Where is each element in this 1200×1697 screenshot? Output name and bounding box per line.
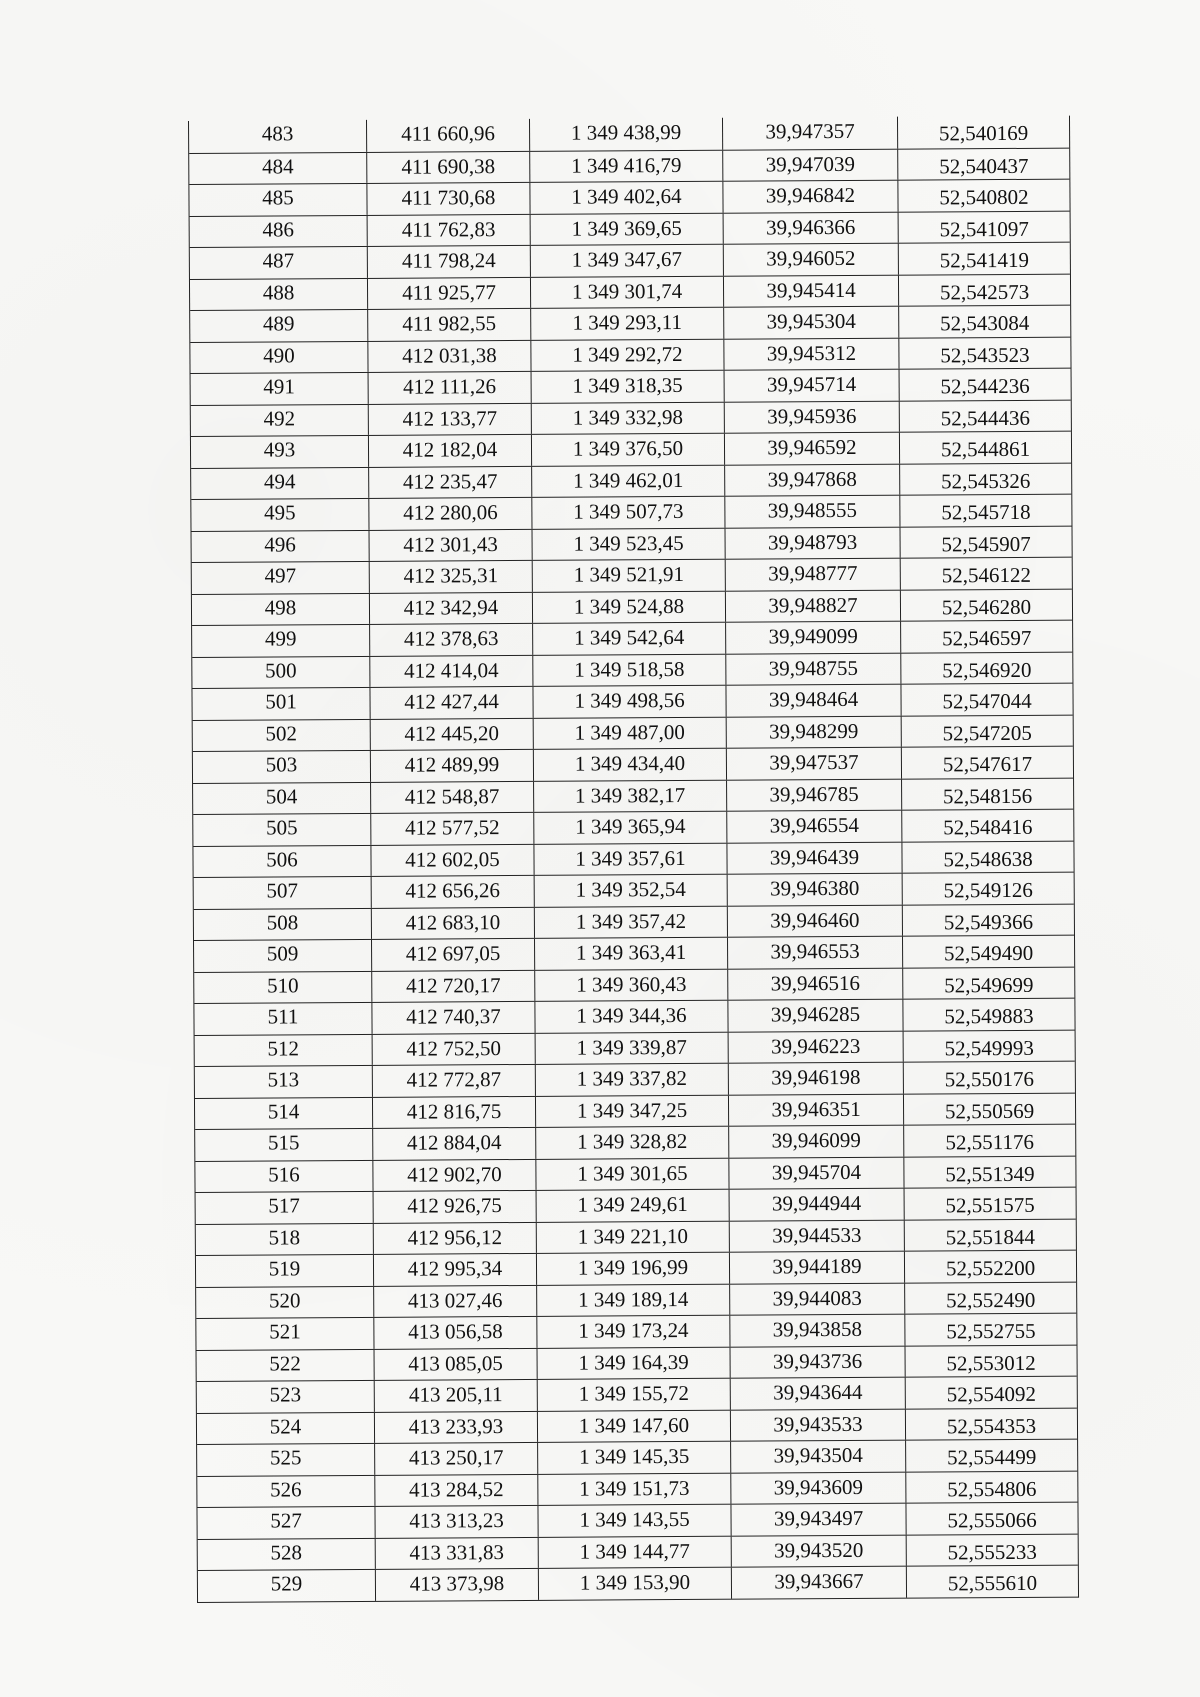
x-coordinate-cell: 412 577,52 — [370, 813, 533, 844]
point-number-cell: 527 — [270, 1508, 302, 1533]
table-row — [190, 210, 1070, 247]
latitude-cell: 39,946285 — [727, 1000, 902, 1032]
longitude-cell: 52,553012 — [904, 1345, 1076, 1377]
y-coordinate-cell: 1 349 462,01 — [531, 465, 724, 497]
latitude-cell: 39,944533 — [729, 1220, 904, 1252]
longitude-cell: 52,550569 — [903, 1093, 1075, 1125]
x-coordinate-cell: 412 548,87 — [370, 781, 533, 812]
y-coordinate-cell: 1 349 173,24 — [536, 1316, 729, 1348]
longitude-cell: 52,552490 — [904, 1282, 1076, 1314]
y-coordinate-cell: 1 349 524,88 — [532, 591, 725, 623]
table-row — [190, 305, 1070, 342]
longitude-cell: 52,545718 — [899, 495, 1071, 527]
longitude-cell: 52,541097 — [898, 211, 1070, 243]
x-coordinate-cell: 412 816,75 — [372, 1096, 535, 1127]
latitude-cell: 39,943644 — [730, 1378, 905, 1410]
point-number-cell: 506 — [266, 846, 298, 872]
table-row — [192, 620, 1072, 657]
y-coordinate-cell: 1 349 507,73 — [531, 497, 724, 529]
y-coordinate-cell: 1 349 498,56 — [532, 686, 725, 718]
point-number-cell: 484 — [261, 153, 294, 179]
latitude-cell: 39,948777 — [725, 559, 900, 591]
latitude-cell: 39,946554 — [726, 811, 901, 843]
table-row — [196, 1218, 1076, 1255]
longitude-cell: 52,546920 — [900, 652, 1072, 684]
latitude-cell: 39,946223 — [728, 1031, 903, 1063]
longitude-cell: 52,551844 — [904, 1219, 1076, 1251]
y-coordinate-cell: 1 349 376,50 — [531, 434, 724, 466]
point-number-cell: 498 — [264, 594, 297, 620]
table-row — [196, 1250, 1076, 1287]
longitude-cell: 52,547617 — [901, 747, 1073, 779]
x-coordinate-cell: 413 250,17 — [374, 1443, 537, 1474]
table-row — [197, 1407, 1077, 1444]
longitude-cell: 52,551176 — [903, 1125, 1075, 1157]
longitude-cell: 52,549883 — [902, 999, 1074, 1031]
point-number-cell: 529 — [270, 1571, 303, 1596]
point-number-cell: 522 — [269, 1350, 301, 1376]
latitude-cell: 39,943520 — [731, 1535, 906, 1567]
longitude-cell: 52,549699 — [902, 967, 1074, 999]
longitude-cell: 52,551349 — [903, 1156, 1075, 1188]
table-row — [192, 557, 1072, 594]
y-coordinate-cell: 1 349 344,36 — [534, 1001, 727, 1033]
latitude-cell: 39,948827 — [725, 590, 900, 622]
table-row — [189, 116, 1069, 153]
longitude-cell: 52,548156 — [901, 778, 1073, 810]
longitude-cell: 52,545907 — [899, 526, 1071, 558]
x-coordinate-cell: 412 182,04 — [368, 435, 531, 466]
table-row — [194, 903, 1074, 940]
x-coordinate-cell: 412 280,06 — [368, 498, 531, 529]
latitude-cell: 39,945312 — [723, 338, 898, 370]
y-coordinate-cell: 1 349 521,91 — [532, 560, 725, 592]
x-coordinate-cell: 412 720,17 — [371, 970, 534, 1001]
table-row — [190, 273, 1070, 310]
table-row — [196, 1281, 1076, 1318]
longitude-cell: 52,544436 — [899, 400, 1071, 432]
x-coordinate-cell: 412 602,05 — [370, 844, 533, 875]
y-coordinate-cell: 1 349 221,10 — [536, 1221, 729, 1253]
y-coordinate-cell: 1 349 147,60 — [537, 1410, 730, 1442]
table-row — [192, 525, 1072, 562]
coordinates-table — [188, 116, 1079, 1603]
table-row — [195, 1092, 1075, 1129]
y-coordinate-cell: 1 349 151,73 — [537, 1473, 730, 1505]
latitude-cell: 39,947039 — [722, 149, 897, 181]
latitude-cell: 39,944189 — [729, 1252, 904, 1284]
latitude-cell: 39,945936 — [724, 401, 899, 433]
y-coordinate-cell: 1 349 249,61 — [536, 1190, 729, 1222]
x-coordinate-cell: 413 085,05 — [374, 1348, 537, 1379]
y-coordinate-cell: 1 349 542,64 — [532, 623, 725, 655]
latitude-cell: 39,946553 — [727, 937, 902, 969]
latitude-cell: 39,948299 — [726, 716, 901, 748]
point-number-cell: 483 — [261, 121, 294, 146]
point-number-cell: 517 — [268, 1193, 300, 1218]
x-coordinate-cell: 412 697,05 — [371, 939, 534, 970]
latitude-cell: 39,946198 — [728, 1063, 903, 1095]
x-coordinate-cell: 412 489,99 — [370, 750, 533, 781]
point-number-cell: 509 — [266, 941, 299, 966]
latitude-cell: 39,945714 — [724, 370, 899, 402]
y-coordinate-cell: 1 349 360,43 — [534, 969, 727, 1001]
y-coordinate-cell: 1 349 164,39 — [537, 1347, 730, 1379]
x-coordinate-cell: 411 762,83 — [367, 214, 530, 245]
y-coordinate-cell: 1 349 145,35 — [537, 1442, 730, 1474]
point-number-cell: 505 — [265, 815, 298, 840]
x-coordinate-cell: 412 656,26 — [371, 876, 534, 907]
latitude-cell: 39,944944 — [729, 1189, 904, 1221]
table-row — [194, 998, 1074, 1035]
table-row — [198, 1565, 1078, 1602]
point-number-cell: 499 — [264, 626, 297, 651]
latitude-cell: 39,948755 — [725, 653, 900, 685]
longitude-cell: 52,545326 — [899, 463, 1071, 495]
longitude-cell: 52,547205 — [901, 715, 1073, 747]
y-coordinate-cell: 1 349 382,17 — [533, 780, 726, 812]
table-row — [195, 1061, 1075, 1098]
longitude-cell: 52,554806 — [905, 1471, 1077, 1503]
longitude-cell: 52,546597 — [900, 621, 1072, 653]
latitude-cell: 39,946366 — [723, 212, 898, 244]
latitude-cell: 39,946052 — [723, 244, 898, 276]
point-number-cell: 508 — [266, 909, 299, 935]
point-number-cell: 489 — [262, 311, 295, 336]
y-coordinate-cell: 1 349 347,25 — [535, 1095, 728, 1127]
y-coordinate-cell: 1 349 369,65 — [530, 213, 723, 245]
table-row — [189, 179, 1069, 216]
y-coordinate-cell: 1 349 523,45 — [532, 528, 725, 560]
point-number-cell: 525 — [269, 1445, 302, 1470]
table-row — [191, 462, 1071, 499]
x-coordinate-cell: 411 798,24 — [367, 246, 530, 277]
x-coordinate-cell: 412 414,04 — [369, 655, 532, 686]
y-coordinate-cell: 1 349 293,11 — [530, 308, 723, 340]
x-coordinate-cell: 412 995,34 — [373, 1254, 536, 1285]
latitude-cell: 39,943497 — [730, 1504, 905, 1536]
longitude-cell: 52,543084 — [898, 306, 1070, 338]
x-coordinate-cell: 413 205,11 — [374, 1380, 537, 1411]
point-number-cell: 516 — [268, 1161, 300, 1187]
longitude-cell: 52,549490 — [902, 936, 1074, 968]
x-coordinate-cell: 412 301,43 — [369, 529, 532, 560]
table-row — [191, 494, 1071, 531]
y-coordinate-cell: 1 349 337,82 — [535, 1064, 728, 1096]
table-row — [193, 714, 1073, 751]
x-coordinate-cell: 413 056,58 — [373, 1317, 536, 1348]
point-number-cell: 504 — [265, 783, 298, 809]
table-row — [194, 966, 1074, 1003]
point-number-cell: 485 — [262, 185, 294, 210]
longitude-cell: 52,548638 — [901, 841, 1073, 873]
point-number-cell: 507 — [266, 878, 299, 903]
latitude-cell: 39,943609 — [730, 1472, 905, 1504]
point-number-cell: 524 — [269, 1413, 302, 1439]
point-number-cell: 521 — [269, 1319, 301, 1344]
y-coordinate-cell: 1 349 518,58 — [532, 654, 725, 686]
x-coordinate-cell: 412 325,31 — [369, 561, 532, 592]
point-number-cell: 493 — [263, 437, 296, 462]
table-row — [195, 1155, 1075, 1192]
longitude-cell: 52,550176 — [903, 1062, 1075, 1094]
point-number-cell: 510 — [266, 972, 299, 998]
latitude-cell: 39,949099 — [725, 622, 900, 654]
x-coordinate-cell: 412 752,50 — [372, 1033, 535, 1064]
x-coordinate-cell: 411 660,96 — [366, 119, 529, 151]
longitude-cell: 52,555233 — [906, 1534, 1078, 1566]
longitude-cell: 52,555066 — [905, 1503, 1077, 1535]
point-number-cell: 502 — [265, 720, 298, 746]
x-coordinate-cell: 412 111,26 — [368, 372, 531, 403]
x-coordinate-cell: 413 313,23 — [374, 1506, 537, 1537]
y-coordinate-cell: 1 349 357,42 — [534, 906, 727, 938]
x-coordinate-cell: 412 683,10 — [371, 907, 534, 938]
table-row — [190, 242, 1070, 279]
longitude-cell: 52,549993 — [903, 1030, 1075, 1062]
x-coordinate-cell: 413 284,52 — [374, 1474, 537, 1505]
y-coordinate-cell: 1 349 339,87 — [535, 1032, 728, 1064]
latitude-cell: 39,943736 — [730, 1346, 905, 1378]
y-coordinate-cell: 1 349 347,67 — [530, 245, 723, 277]
point-number-cell: 496 — [264, 531, 296, 557]
table-row — [192, 651, 1072, 688]
table-row — [195, 1029, 1075, 1066]
table-row — [193, 746, 1073, 783]
table-row — [191, 431, 1071, 468]
table-row — [189, 147, 1069, 184]
longitude-cell: 52,540802 — [897, 180, 1069, 212]
point-number-cell: 520 — [268, 1287, 301, 1313]
x-coordinate-cell: 412 772,87 — [372, 1065, 535, 1096]
latitude-cell: 39,946460 — [727, 905, 902, 937]
latitude-cell: 39,948555 — [724, 496, 899, 528]
latitude-cell: 39,945414 — [723, 275, 898, 307]
longitude-cell: 52,546122 — [900, 558, 1072, 590]
x-coordinate-cell: 412 427,44 — [369, 687, 532, 718]
table-row — [196, 1313, 1076, 1350]
point-number-cell: 497 — [264, 563, 297, 588]
x-coordinate-cell: 412 902,70 — [372, 1159, 535, 1190]
longitude-cell: 52,544236 — [899, 369, 1071, 401]
x-coordinate-cell: 412 740,37 — [371, 1002, 534, 1033]
table-row — [192, 683, 1072, 720]
y-coordinate-cell: 1 349 402,64 — [529, 182, 722, 214]
latitude-cell: 39,946099 — [728, 1126, 903, 1158]
point-number-cell: 494 — [263, 468, 296, 494]
y-coordinate-cell: 1 349 363,41 — [534, 938, 727, 970]
table-row — [197, 1439, 1077, 1476]
point-number-cell: 518 — [268, 1224, 301, 1250]
latitude-cell: 39,946785 — [726, 779, 901, 811]
y-coordinate-cell: 1 349 438,99 — [529, 118, 722, 151]
x-coordinate-cell: 413 373,98 — [375, 1569, 538, 1600]
point-number-cell: 519 — [268, 1256, 301, 1281]
point-number-cell: 490 — [263, 342, 295, 368]
longitude-cell: 52,540437 — [897, 148, 1069, 180]
table-row — [194, 935, 1074, 972]
point-number-cell: 515 — [267, 1130, 300, 1155]
x-coordinate-cell: 412 926,75 — [373, 1191, 536, 1222]
x-coordinate-cell: 412 884,04 — [372, 1128, 535, 1159]
longitude-cell: 52,543523 — [898, 337, 1070, 369]
y-coordinate-cell: 1 349 357,61 — [533, 843, 726, 875]
longitude-cell: 52,547044 — [900, 684, 1072, 716]
latitude-cell: 39,946516 — [727, 968, 902, 1000]
point-number-cell: 528 — [270, 1539, 303, 1565]
latitude-cell: 39,948464 — [725, 685, 900, 717]
x-coordinate-cell: 411 925,77 — [367, 277, 530, 308]
point-number-cell: 512 — [267, 1035, 299, 1061]
latitude-cell: 39,945704 — [728, 1157, 903, 1189]
longitude-cell: 52,541419 — [898, 243, 1070, 275]
y-coordinate-cell: 1 349 143,55 — [537, 1505, 730, 1537]
y-coordinate-cell: 1 349 332,98 — [531, 402, 724, 434]
latitude-cell: 39,946842 — [722, 181, 897, 213]
y-coordinate-cell: 1 349 487,00 — [533, 717, 726, 749]
table-row — [193, 809, 1073, 846]
point-number-cell: 503 — [265, 752, 298, 777]
longitude-cell: 52,555610 — [906, 1566, 1078, 1598]
x-coordinate-cell: 412 956,12 — [373, 1222, 536, 1253]
point-number-cell: 514 — [267, 1098, 300, 1124]
y-coordinate-cell: 1 349 434,40 — [533, 749, 726, 781]
table-row — [198, 1533, 1078, 1570]
point-number-cell: 491 — [263, 374, 295, 399]
latitude-cell: 39,945304 — [723, 307, 898, 339]
y-coordinate-cell: 1 349 292,72 — [530, 339, 723, 371]
point-number-cell: 488 — [262, 279, 295, 305]
longitude-cell: 52,549366 — [902, 904, 1074, 936]
x-coordinate-cell: 412 235,47 — [368, 466, 531, 497]
latitude-cell: 39,947868 — [724, 464, 899, 496]
latitude-cell: 39,943858 — [729, 1315, 904, 1347]
table-row — [195, 1124, 1075, 1161]
table-row — [190, 336, 1070, 373]
table-row — [194, 872, 1074, 909]
y-coordinate-cell: 1 349 318,35 — [531, 371, 724, 403]
longitude-cell: 52,540169 — [897, 116, 1069, 149]
y-coordinate-cell: 1 349 189,14 — [536, 1284, 729, 1316]
table-row — [192, 588, 1072, 625]
x-coordinate-cell: 412 342,94 — [369, 592, 532, 623]
x-coordinate-cell: 412 133,77 — [368, 403, 531, 434]
longitude-cell: 52,542573 — [898, 274, 1070, 306]
x-coordinate-cell: 411 730,68 — [366, 183, 529, 214]
y-coordinate-cell: 1 349 144,77 — [538, 1536, 731, 1568]
table-row — [197, 1470, 1077, 1507]
latitude-cell: 39,943504 — [730, 1441, 905, 1473]
latitude-cell: 39,946380 — [727, 874, 902, 906]
longitude-cell: 52,554353 — [905, 1408, 1077, 1440]
y-coordinate-cell: 1 349 416,79 — [529, 150, 722, 182]
latitude-cell: 39,943533 — [730, 1409, 905, 1441]
table-row — [193, 840, 1073, 877]
y-coordinate-cell: 1 349 301,74 — [530, 276, 723, 308]
latitude-cell: 39,944083 — [729, 1283, 904, 1315]
point-number-cell: 487 — [262, 248, 295, 273]
point-number-cell: 526 — [270, 1476, 302, 1502]
x-coordinate-cell: 411 690,38 — [366, 151, 529, 182]
point-number-cell: 495 — [264, 500, 296, 525]
latitude-cell: 39,946439 — [726, 842, 901, 874]
table-row — [193, 777, 1073, 814]
table-row — [197, 1376, 1077, 1413]
x-coordinate-cell: 413 233,93 — [374, 1411, 537, 1442]
y-coordinate-cell: 1 349 352,54 — [534, 875, 727, 907]
longitude-cell: 52,554499 — [905, 1440, 1077, 1472]
table-row — [191, 399, 1071, 436]
latitude-cell: 39,947537 — [726, 748, 901, 780]
longitude-cell: 52,552755 — [904, 1314, 1076, 1346]
longitude-cell: 52,544861 — [899, 432, 1071, 464]
point-number-cell: 492 — [263, 405, 296, 431]
x-coordinate-cell: 412 445,20 — [370, 718, 533, 749]
longitude-cell: 52,551575 — [904, 1188, 1076, 1220]
x-coordinate-cell: 413 027,46 — [373, 1285, 536, 1316]
y-coordinate-cell: 1 349 153,90 — [538, 1568, 731, 1600]
latitude-cell: 39,946592 — [724, 433, 899, 465]
x-coordinate-cell: 413 331,83 — [375, 1537, 538, 1568]
latitude-cell: 39,946351 — [728, 1094, 903, 1126]
longitude-cell: 52,549126 — [902, 873, 1074, 905]
table-row — [196, 1187, 1076, 1224]
y-coordinate-cell: 1 349 196,99 — [536, 1253, 729, 1285]
longitude-cell: 52,554092 — [905, 1377, 1077, 1409]
point-number-cell: 500 — [265, 657, 297, 683]
y-coordinate-cell: 1 349 155,72 — [537, 1379, 730, 1411]
longitude-cell: 52,548416 — [901, 810, 1073, 842]
point-number-cell: 523 — [269, 1382, 302, 1407]
table-row — [197, 1502, 1077, 1539]
y-coordinate-cell: 1 349 365,94 — [533, 812, 726, 844]
longitude-cell: 52,552200 — [904, 1251, 1076, 1283]
x-coordinate-cell: 412 378,63 — [369, 624, 532, 655]
latitude-cell: 39,948793 — [724, 527, 899, 559]
latitude-cell: 39,947357 — [722, 117, 897, 150]
point-number-cell: 513 — [267, 1067, 300, 1092]
y-coordinate-cell: 1 349 301,65 — [535, 1158, 728, 1190]
longitude-cell: 52,546280 — [900, 589, 1072, 621]
point-number-cell: 486 — [262, 216, 294, 242]
latitude-cell: 39,943667 — [731, 1567, 906, 1599]
x-coordinate-cell: 412 031,38 — [367, 340, 530, 371]
table-row — [191, 368, 1071, 405]
point-number-cell: 511 — [267, 1004, 299, 1029]
point-number-cell: 501 — [265, 689, 297, 714]
x-coordinate-cell: 411 982,55 — [367, 309, 530, 340]
table-row — [197, 1344, 1077, 1381]
y-coordinate-cell: 1 349 328,82 — [535, 1127, 728, 1159]
